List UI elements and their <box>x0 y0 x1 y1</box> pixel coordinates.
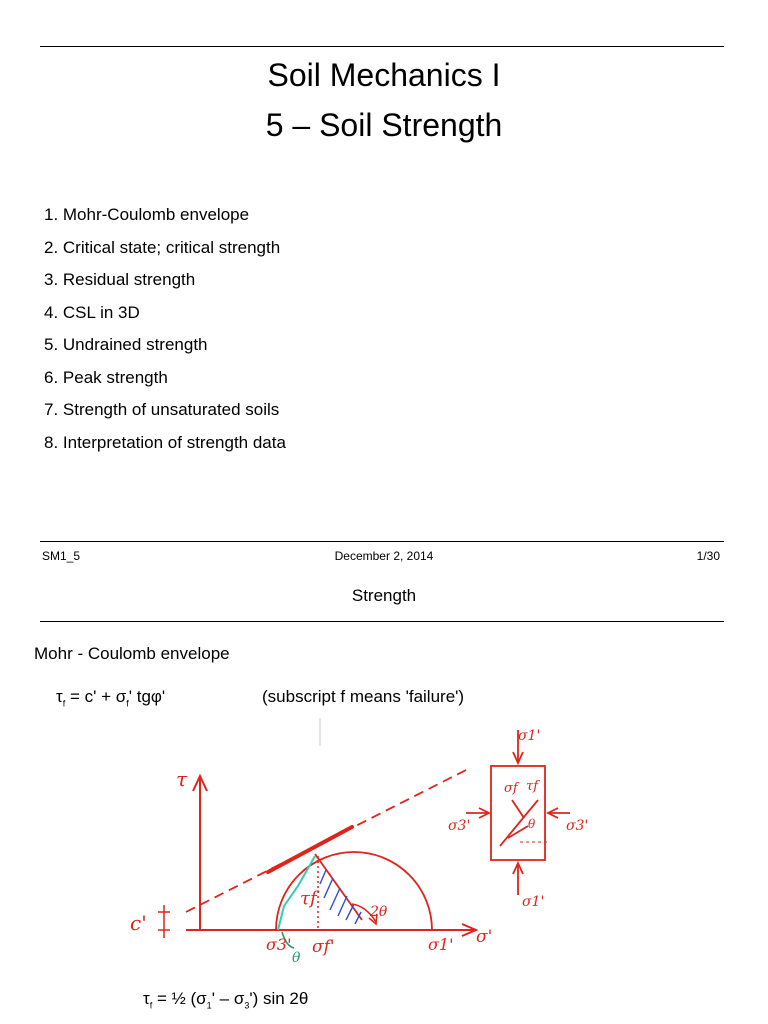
elem-theta: θ <box>528 817 536 831</box>
slide-title-line1: Soil Mechanics I <box>267 57 501 93</box>
c-prime-marker <box>158 905 170 938</box>
sigma-f-label: σf' <box>312 937 335 957</box>
theta-label: θ <box>292 950 301 966</box>
c-prime-label: c' <box>130 911 147 935</box>
toc-item: 8. Interpretation of strength data <box>44 432 286 452</box>
sketch-labels <box>130 728 588 957</box>
subscript-note: (subscript f means 'failure') <box>262 687 465 706</box>
section-title: Strength <box>351 586 417 605</box>
footer-date: December 2, 2014 <box>334 549 434 563</box>
elem-sigma3-right: σ3' <box>566 818 589 834</box>
toc-item: 4. CSL in 3D <box>44 302 140 322</box>
slide-title-line2: 5 – Soil Strength <box>265 107 503 143</box>
hatch-region <box>320 870 361 924</box>
toc-item: 3. Residual strength <box>44 270 196 289</box>
elem-sigma-f: σf <box>504 781 518 796</box>
elem-tau-f: τf <box>526 779 539 794</box>
subheading: Mohr - Coulomb envelope <box>34 644 230 663</box>
elem-sigma3-left: σ3' <box>448 818 471 834</box>
page-number: 1/30 <box>696 549 720 563</box>
toc-item: 1. Mohr-Coulomb envelope <box>44 205 250 224</box>
sigma1-label: σ1' <box>428 935 454 954</box>
toc-item: 2. Critical state; critical strength <box>44 237 281 257</box>
two-theta-label: 2θ <box>370 904 388 920</box>
sigma-axis-label: σ' <box>476 927 493 947</box>
tau-f-label: τf <box>300 888 317 909</box>
elem-sigma1-bottom: σ1' <box>522 894 545 910</box>
shear-stress-formula: $\tau_f$ = ½ $(\sigma_1' - \sigma_3')$ sin 2θ <box>143 989 309 1011</box>
tau-axis-label: τ <box>176 767 188 791</box>
elem-sigma1-top: σ1' <box>518 728 541 744</box>
radius-line <box>315 854 362 920</box>
sigma3-label: σ3' <box>266 935 292 954</box>
toc-item: 5. Undrained strength <box>44 335 208 354</box>
toc-item: 7. Strength of unsaturated soils <box>44 400 280 419</box>
mohr-coulomb-formula: $\tau_f = c' + \sigma_f'$ tgφ' <box>56 687 166 709</box>
footer-left: SM1_5 <box>42 549 81 563</box>
stress-arrows <box>466 730 570 895</box>
toc-item: 6. Peak strength <box>44 367 168 387</box>
